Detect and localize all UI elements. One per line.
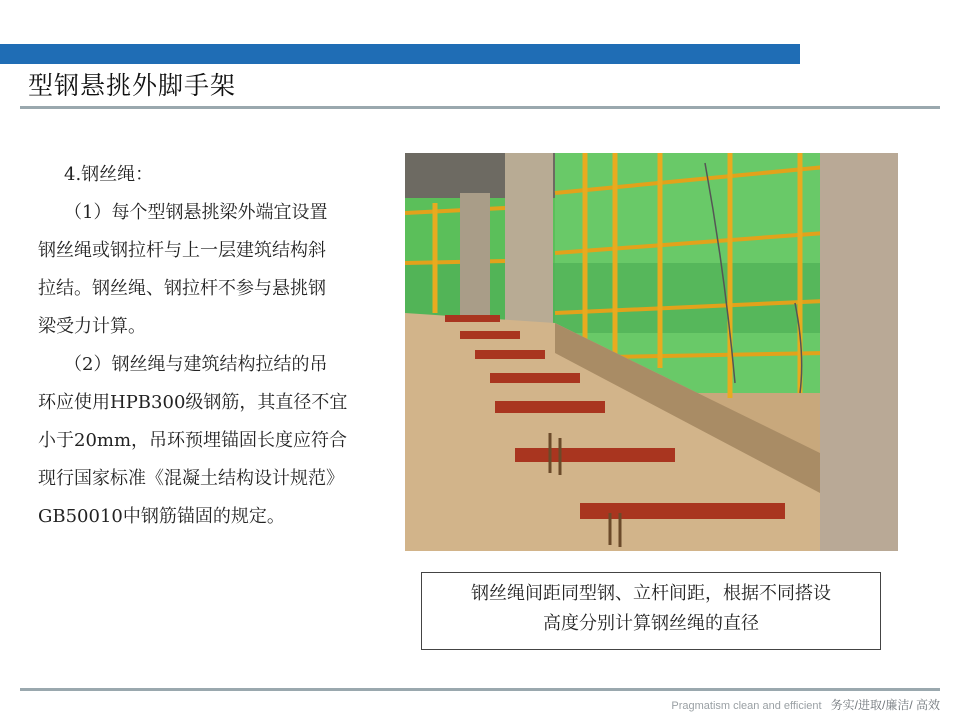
body-text <box>38 156 388 536</box>
page-title: 型钢悬挑外脚手架 <box>28 71 237 100</box>
caption-line-2: 高度分别计算钢丝绳的直径 <box>543 613 759 634</box>
paragraph-line: 环应使用HPB300级钢筋，其直径不宜 <box>38 392 348 413</box>
paragraph-line: 梁受力计算。 <box>38 316 146 337</box>
title-divider <box>20 106 940 109</box>
footer-divider <box>20 688 940 691</box>
paragraph-line: 小于20mm，吊环预埋锚固长度应符合 <box>38 430 348 451</box>
construction-photo <box>405 153 898 551</box>
paragraph-line: （2）钢丝绳与建筑结构拉结的吊 <box>64 354 328 375</box>
footer-english: Pragmatism clean and efficient <box>671 700 822 712</box>
header-accent-bar <box>0 44 800 64</box>
paragraph-line: 拉结。钢丝绳、钢拉杆不参与悬挑钢 <box>38 278 326 299</box>
paragraph-line: 4.钢丝绳： <box>64 164 154 185</box>
footer-chinese: 务实/进取/廉洁/ 高效 <box>830 698 940 712</box>
paragraph-line: GB50010中钢筋锚固的规定。 <box>38 506 285 527</box>
footer-slogan <box>671 696 940 713</box>
caption-box <box>421 572 881 650</box>
paragraph-line: 现行国家标准《混凝土结构设计规范》 <box>38 468 344 489</box>
paragraph-line: （1）每个型钢悬挑梁外端宜设置 <box>64 202 328 223</box>
caption-line-1: 钢丝绳间距同型钢、立杆间距，根据不同搭设 <box>471 583 831 604</box>
paragraph-line: 钢丝绳或钢拉杆与上一层建筑结构斜 <box>38 240 326 261</box>
